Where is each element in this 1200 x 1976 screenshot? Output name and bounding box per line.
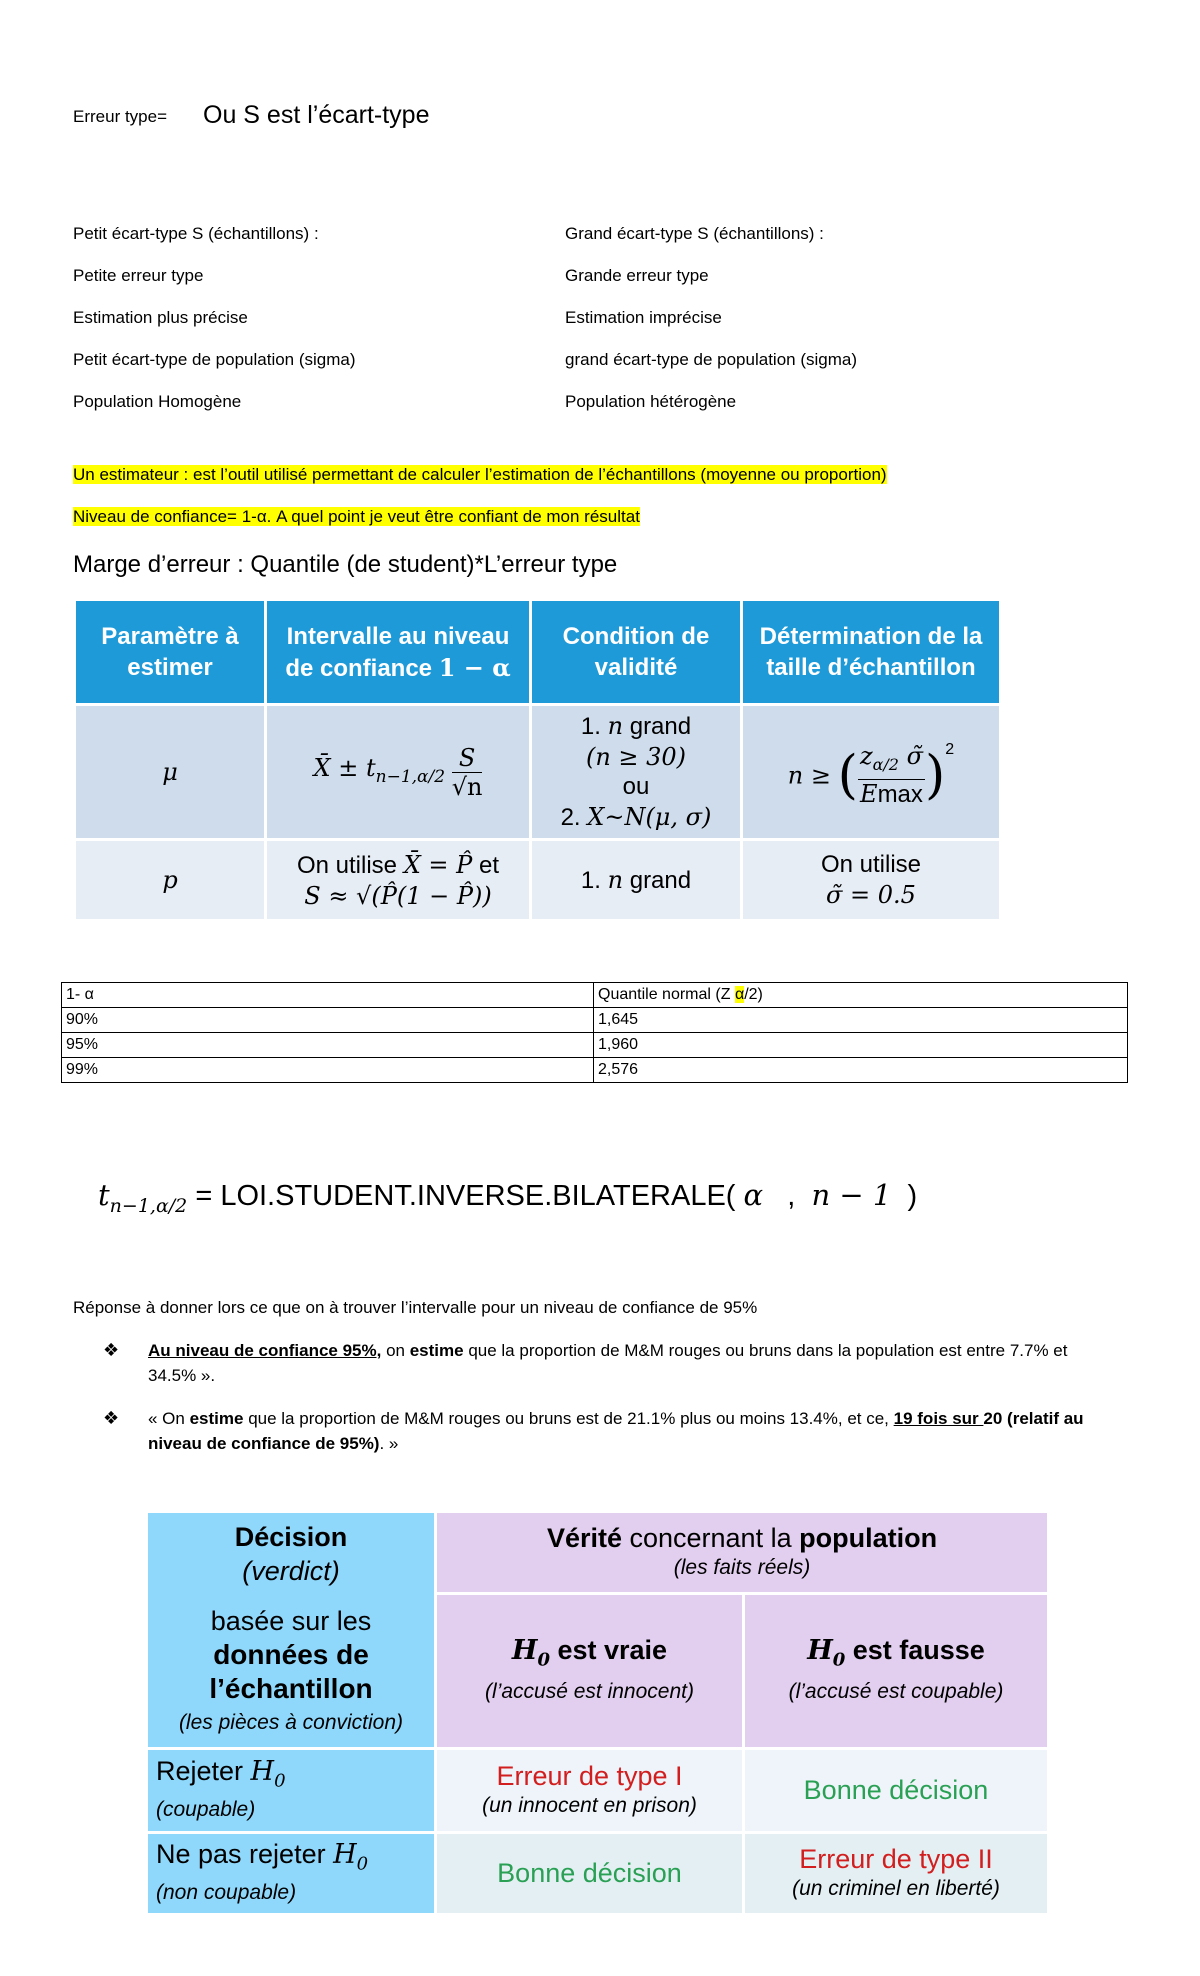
comparison-left-line: Population Homogène	[73, 392, 242, 411]
bonne-decision-1: Bonne décision	[745, 1750, 1047, 1831]
mu-cond1-rest: grand	[623, 713, 692, 740]
quantile-row	[62, 1033, 1128, 1058]
mu-size-num-block	[858, 742, 925, 780]
decision-pieces-text: (les pièces à conviction)	[178, 1711, 404, 1734]
student-close: )	[891, 1180, 918, 1212]
mu-interval-num: S	[452, 744, 483, 773]
b2-d: niveau de confiance de 95%)	[148, 1434, 380, 1453]
rejeter-coupable: (coupable)	[156, 1797, 256, 1821]
header-parametre-b: estimer	[127, 654, 213, 681]
bonne-decision-2: Bonne décision	[437, 1834, 742, 1913]
answer-intro: Réponse à donner lors ce que on à trouver l’intervalle pour un niveau de confiance de 95%	[73, 1298, 758, 1317]
quantile-row	[62, 1058, 1128, 1083]
ne-pas-sub: 0	[356, 1853, 369, 1875]
comparison-left	[73, 213, 356, 423]
header-parametre-a: Paramètre à	[101, 623, 239, 650]
decision-header-cell	[148, 1513, 434, 1747]
header-intervalle-a: Intervalle au niveau	[286, 622, 510, 650]
h0-vraie-sub: 0	[537, 1649, 550, 1671]
student-eq: = LOI.STUDENT.INVERSE.BILATERALE(	[187, 1180, 744, 1212]
erreur-type-label: Erreur type=	[73, 107, 168, 126]
erreur-type-2: Erreur de type II	[799, 1843, 993, 1874]
decision-title: Décision	[234, 1522, 348, 1552]
header-condition	[532, 601, 740, 703]
erreur-type-1-cell	[437, 1750, 742, 1831]
answer-bullet-1-line1	[148, 1338, 1138, 1363]
mu-interval-sub: n−1,α/2	[375, 766, 446, 787]
decision-donnees: données de	[213, 1639, 369, 1670]
mu-cond1-num: 1.	[580, 713, 608, 740]
comparison-right-line: Estimation imprécise	[565, 308, 722, 327]
quantile-header-row	[62, 983, 1128, 1008]
header-intervalle	[267, 601, 529, 703]
erreur-type-1: Erreur de type I	[496, 1760, 683, 1791]
answer-bullet-1	[148, 1338, 1138, 1388]
quantile-header-z-b: /2)	[744, 986, 763, 1003]
quantile-cell: 95%	[62, 1033, 594, 1058]
cell-mu-interval	[267, 706, 529, 838]
b1-a: on	[381, 1341, 410, 1360]
b1-b: que la proportion de M&M rouges ou bruns dans la population est entre 7.7% et	[463, 1341, 1068, 1360]
estimation-row-p	[76, 841, 999, 919]
rejeter-h: H	[250, 1756, 275, 1788]
answer-bullet-2-line2	[148, 1431, 1148, 1456]
cell-p: p	[76, 841, 264, 919]
mu-size-den-block	[858, 780, 925, 809]
mu-interval-fraction	[452, 744, 483, 801]
p-size-line2: σ̃ = 0.5	[826, 881, 916, 909]
mu-size-exp: 2	[945, 740, 955, 758]
verite-header-cell	[437, 1513, 1047, 1592]
decision-pieces	[149, 1706, 433, 1740]
paren-open-icon: (	[837, 745, 858, 806]
rejeter-sub: 0	[274, 1770, 286, 1792]
comparison-right-line: Grand écart-type S (échantillons) :	[565, 224, 824, 243]
header-taille-a: Détermination de la	[759, 623, 983, 650]
quantile-header-z-hl: α	[734, 986, 745, 1003]
mu-interval-den: √n	[451, 772, 483, 801]
rejeter-text: Rejeter	[156, 1756, 251, 1787]
erreur-type-2-cell	[745, 1834, 1047, 1913]
p-interval-line2: S ≈ √(P̂(1 − P̂))	[304, 881, 492, 910]
decision-row-ne-pas-rejeter	[148, 1834, 1047, 1913]
b2-e: . »	[379, 1434, 399, 1453]
mu-size-num: z	[859, 742, 873, 771]
mu-interval-base: X̄ ± t	[313, 753, 376, 782]
mu-interval-left	[314, 753, 446, 792]
student-sub: n−1,α/2	[109, 1194, 188, 1217]
quantile-row	[62, 1008, 1128, 1033]
comparison-left-line: Estimation plus précise	[73, 308, 248, 327]
answer-bullet-2-line1	[148, 1406, 1148, 1431]
quantile-table	[61, 982, 1128, 1083]
verite-bold: Vérité	[546, 1522, 622, 1553]
h0-fausse-sub: 0	[832, 1649, 846, 1671]
mu-size-lhs: n ≥	[787, 761, 831, 790]
p-interval-c: et	[472, 851, 499, 879]
header-taille-b: taille d’échantillon	[766, 654, 976, 681]
comparison-left-line: Petit écart-type S (échantillons) :	[73, 224, 319, 243]
cell-p-interval	[267, 841, 529, 919]
quantile-cell: 99%	[62, 1058, 594, 1083]
estimateur-definition	[73, 465, 887, 485]
b2-c: 20 (relatif au	[983, 1409, 1084, 1428]
mu-size-fraction	[858, 742, 925, 809]
mu-cond4-math: X~N(μ, σ)	[587, 803, 712, 831]
mu-cond-line3: ou	[622, 773, 650, 800]
h0-fausse-title	[746, 1634, 1046, 1676]
cell-mu-condition	[532, 706, 740, 838]
ne-pas-h: H	[333, 1839, 357, 1871]
quantile-header-alpha: 1- α	[62, 983, 594, 1008]
rejeter-title	[156, 1757, 433, 1795]
comparison-left-line: Petit écart-type de population (sigma)	[73, 350, 356, 369]
estimation-header-row	[76, 601, 999, 703]
mu-cond-line4	[533, 802, 739, 833]
p-interval-line1	[268, 850, 528, 881]
cell-p-condition	[532, 841, 740, 919]
mu-size-num-sigma: σ̃	[898, 742, 923, 771]
decision-echantillon: l’échantillon	[209, 1673, 373, 1704]
paren-close-icon: )	[925, 745, 946, 806]
answer-bullet-2	[148, 1406, 1148, 1456]
ecart-type-note: Ou S est l’écart-type	[203, 101, 430, 129]
mu-cond-line2: (n ≥ 30)	[585, 743, 687, 771]
niveau-text: Niveau de confiance= 1-α. A quel point je veut être confiant de mon résultat	[73, 507, 640, 526]
quantile-cell: 1,960	[594, 1033, 1128, 1058]
quantile-cell: 90%	[62, 1008, 594, 1033]
header-taille	[743, 601, 999, 703]
p-interval-a: On utilise	[296, 851, 404, 879]
p-cond-n: n	[607, 865, 624, 894]
h0-fausse-text: est fausse	[845, 1634, 985, 1665]
niveau-definition	[73, 507, 640, 527]
student-alpha: α	[743, 1178, 764, 1212]
h0-vraie-title	[438, 1634, 741, 1676]
estimation-table	[73, 598, 1002, 922]
header-condition-a: Condition de	[562, 623, 710, 650]
decision-verdict: (verdict)	[242, 1556, 340, 1586]
b1-underlined: Au niveau de confiance 95%,	[148, 1341, 382, 1360]
p-interval-b: X̄ = P̂	[403, 850, 473, 879]
comparison-left-line: Petite erreur type	[73, 266, 204, 285]
quantile-header-z-a: Quantile normal (Z	[598, 986, 735, 1003]
student-formula	[98, 1178, 917, 1217]
p-size-line1: On utilise	[820, 851, 922, 878]
b2-underlined: 19 fois sur	[893, 1409, 984, 1428]
ne-pas-rejeter-cell	[148, 1834, 434, 1913]
diamond-bullet-icon: ❖	[103, 1340, 120, 1360]
h0-vraie-h: H	[511, 1634, 538, 1666]
b1-bold: estime	[409, 1341, 464, 1360]
h0-fausse-coupable: (l’accusé est coupable)	[788, 1680, 1004, 1704]
b2-a: « On	[148, 1409, 190, 1428]
rejeter-cell	[148, 1750, 434, 1831]
b2-b: que la proportion de M&M rouges ou bruns est de 21.1% plus ou moins 13.4%, et ce,	[243, 1409, 894, 1428]
decision-table	[145, 1510, 1050, 1916]
cell-mu-size	[743, 706, 999, 838]
mu-size-den: E	[860, 780, 878, 809]
erreur-type-2-sub: (un criminel en liberté)	[792, 1876, 1000, 1900]
decision-basee: basée sur les	[210, 1606, 372, 1636]
ne-pas-text: Ne pas rejeter	[156, 1839, 334, 1870]
ne-pas-non-coupable: (non coupable)	[156, 1880, 297, 1904]
b2-bold: estime	[189, 1409, 244, 1428]
mu-cond-line1	[533, 711, 739, 742]
verite-faits: (les faits réels)	[673, 1555, 811, 1579]
header-intervalle-math: 1 − α	[438, 652, 511, 682]
verite-pop: population	[799, 1522, 938, 1553]
comparison-right-line: Grande erreur type	[565, 266, 709, 285]
comparison-right-line: Population hétérogène	[565, 392, 737, 411]
quantile-cell: 2,576	[594, 1058, 1128, 1083]
cell-mu: μ	[76, 706, 264, 838]
verite-mid: concernant la	[621, 1522, 800, 1553]
quantile-cell: 1,645	[594, 1008, 1128, 1033]
quantile-header-z	[594, 983, 1128, 1008]
mu-cond1-n: n	[607, 712, 624, 740]
h0-vraie-cell	[437, 1595, 742, 1747]
p-cond-num: 1.	[580, 866, 608, 894]
p-cond-rest: grand	[623, 866, 692, 894]
h0-fausse-h: H	[807, 1634, 833, 1666]
student-t: t	[98, 1178, 110, 1212]
answer-bullet-1-line2: 34.5% ».	[148, 1366, 216, 1385]
erreur-type-1-sub: (un innocent en prison)	[482, 1793, 697, 1817]
h0-fausse-cell	[745, 1595, 1047, 1747]
student-comma: ,	[763, 1180, 812, 1212]
header-condition-b: validité	[594, 654, 678, 681]
mu-size-den-max: max	[877, 781, 923, 809]
header-intervalle-b: de confiance	[285, 654, 439, 682]
mu-cond4-prefix: 2.	[560, 804, 588, 831]
diamond-bullet-icon: ❖	[103, 1408, 120, 1428]
header-parametre	[76, 601, 264, 703]
verite-title	[438, 1523, 1046, 1553]
estimateur-text: Un estimateur : est l’outil utilisé permettant de calculer l’estimation de l’échantillons (moyenne ou proportion)	[73, 465, 887, 484]
decision-header-row-1	[148, 1513, 1047, 1592]
decision-row-rejeter	[148, 1750, 1047, 1831]
h0-vraie-text: est vraie	[549, 1634, 668, 1665]
ne-pas-rejeter-title	[156, 1840, 433, 1878]
cell-p-size	[743, 841, 999, 919]
comparison-right-line: grand écart-type de population (sigma)	[565, 350, 857, 369]
marge-definition: Marge d’erreur : Quantile (de student)*L’erreur type	[73, 551, 618, 578]
comparison-right	[565, 213, 857, 423]
estimation-row-mu	[76, 706, 999, 838]
h0-vraie-innocent: (l’accusé est innocent)	[485, 1680, 694, 1704]
mu-size-num-sub: α/2	[872, 755, 899, 775]
student-n1: n − 1	[811, 1178, 892, 1212]
